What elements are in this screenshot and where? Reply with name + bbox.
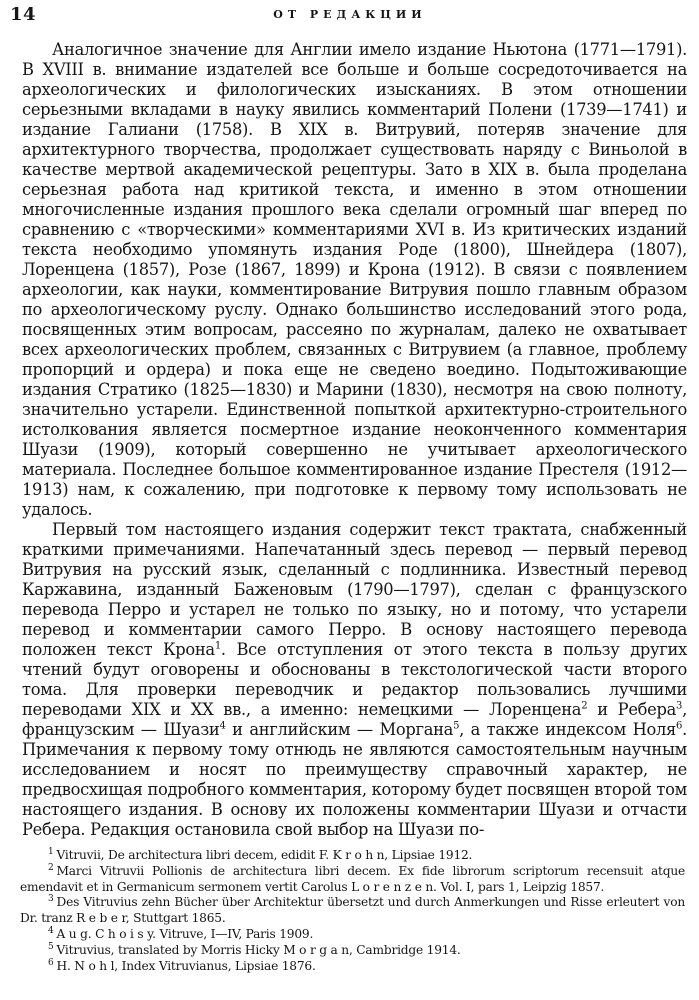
footnote-marker-3: 3	[676, 700, 683, 712]
footnote-number: 2	[48, 862, 54, 873]
footnote-marker-4: 4	[219, 720, 226, 732]
page-header	[10, 4, 690, 28]
main-text	[22, 40, 687, 840]
footnote-number: 1	[48, 846, 54, 857]
paragraph-2-text: , а также индексом Ноля	[459, 720, 677, 739]
paragraph-1: Аналогичное значение для Англии имело издание Ньютона (1771—1791). В XVIII в. внимание издателей все больше и больше сосредоточивается на археологических и филологических изысканиях. В этом отношении серьезными вкладами в науку явились комментарий Полени (1739—1741) и издание Галиани (1758). В XIX в. Витрувий, потеряв значение для архитектурного творчества, продолжает существовать наряду с Виньолой в качестве мертвой академической рецептуры. Зато в XIX в. была проделана серьезная работа над критикой текста, и именно в этом отношении многочисленные издания прошлого века сделали огромный шаг вперед по сравнению с «творческими» комментариями XVI в. Из критических изданий текста необходимо упомянуть издания Роде (1800), Шнейдера (1807), Лоренцена (1857), Розе (1867, 1899) и Крона (1912). В связи с появлением археологии, как науки, комментирование Витрувия пошло главным образом по археологическому руслу. Однако большинство исследований этого рода, посвященных этим вопросам, рассеяно по журналам, далеко не охватывает всех археологических проблем, связанных с Витрувием (а главное, проблему пропорций и ордера) и пока еще не сведено воедино. Подытоживающие издания Стратико (1825—1830) и Марини (1830), несмотря на свою полноту, значительно устарели. Единственной попыткой архитектурно-строительного истолкования является посмертное издание неоконченного комментария Шуази (1909), который совершенно не учитывает археологического материала. Последнее большое комментированное издание Престеля (1912—1913) нам, к сожалению, при подготовке к первому тому использовать не удалось.	[22, 40, 687, 519]
footnote-marker-2: 2	[581, 700, 588, 712]
footnote-marker-6: 6	[676, 720, 683, 732]
paragraph-2	[22, 520, 687, 840]
footnote-text: H. N o h l, Index Vitruvianus, Lipsiae 1876.	[56, 958, 316, 973]
footnote-number: 6	[48, 957, 54, 968]
running-title: ОТ РЕДАКЦИИ	[273, 8, 427, 21]
footnote-text: Des Vitruvius zehn Bücher über Architektur übersetzt und durch Anmerkungen und Risse erleutert von Dr. tranz R e b e r, Stuttgart 1865.	[20, 895, 685, 926]
page-number: 14	[10, 4, 37, 25]
footnote-marker-5: 5	[453, 720, 460, 732]
footnote-number: 5	[48, 941, 54, 952]
paragraph-2-text: . Все отступления от этого текста в пользу других чтений будут оговорены и обоснованы в текстологической части второго тома. Для проверки переводчик и редактор пользовались лучшими переводами XIX и XX вв., а именно: немецкими — Лоренцена	[22, 640, 687, 719]
footnote-number: 4	[48, 925, 54, 936]
footnote-text: Marci Vitruvii Pollionis de architectura libri decem. Ex fide librorum scriptorum recensuit atque emendavit et in Germanicum sermonem vertit Carolus L o r e n z e n. Vol. I, pars 1, Leipzig 1857.	[20, 863, 685, 894]
footnote-text: Vitruvii, De architectura libri decem, edidit F. K r o h n, Lipsiae 1912.	[56, 848, 473, 862]
paragraph-2-text: . Примечания к первому тому отнюдь не являются самостоятельным научным исследованием и носят по преимуществу справочный характер, не предвосхищая подробного комментария, которому будет посвящен второй том настоящего издания. В основу их положены комментарии Шуази и отчасти Ребера. Редакция остановила свой выбор на Шуази по-	[22, 720, 687, 839]
footnote-number: 3	[48, 894, 54, 905]
paragraph-2-text: и английским — Моргана	[225, 720, 454, 739]
footnote-4	[20, 927, 685, 943]
footnote-text: A u g. C h o i s y. Vitruve, I—IV, Paris 1909.	[56, 926, 314, 941]
footnote-1	[20, 848, 685, 864]
footnote-3	[20, 895, 685, 927]
footnote-marker-1: 1	[214, 640, 221, 652]
paragraph-2-text: и Ребера	[587, 700, 677, 719]
footnote-2	[20, 864, 685, 896]
footnote-5	[20, 943, 685, 959]
paragraph-2-text: , французским — Шуази	[22, 700, 687, 739]
paragraph-2-text: Первый том настоящего издания содержит текст трактата, снабженный краткими примечаниями. Напечатанный здесь перевод — первый перевод Витрувия на русский язык, сделанный с подлинника. Известный перевод Каржавина, изданный Баженовым (1790—1797), сделан с французского перевода Перро и устарел не только по языку, но и потому, что устарели перевод и комментарии самого Перро. В основу настоящего перевода положен текст Крона	[22, 520, 687, 659]
footnote-text: Vitruvius, translated by Morris Hicky M o r g a n, Cambridge 1914.	[56, 942, 461, 957]
footnote-6	[20, 959, 685, 975]
footnotes	[20, 848, 685, 974]
